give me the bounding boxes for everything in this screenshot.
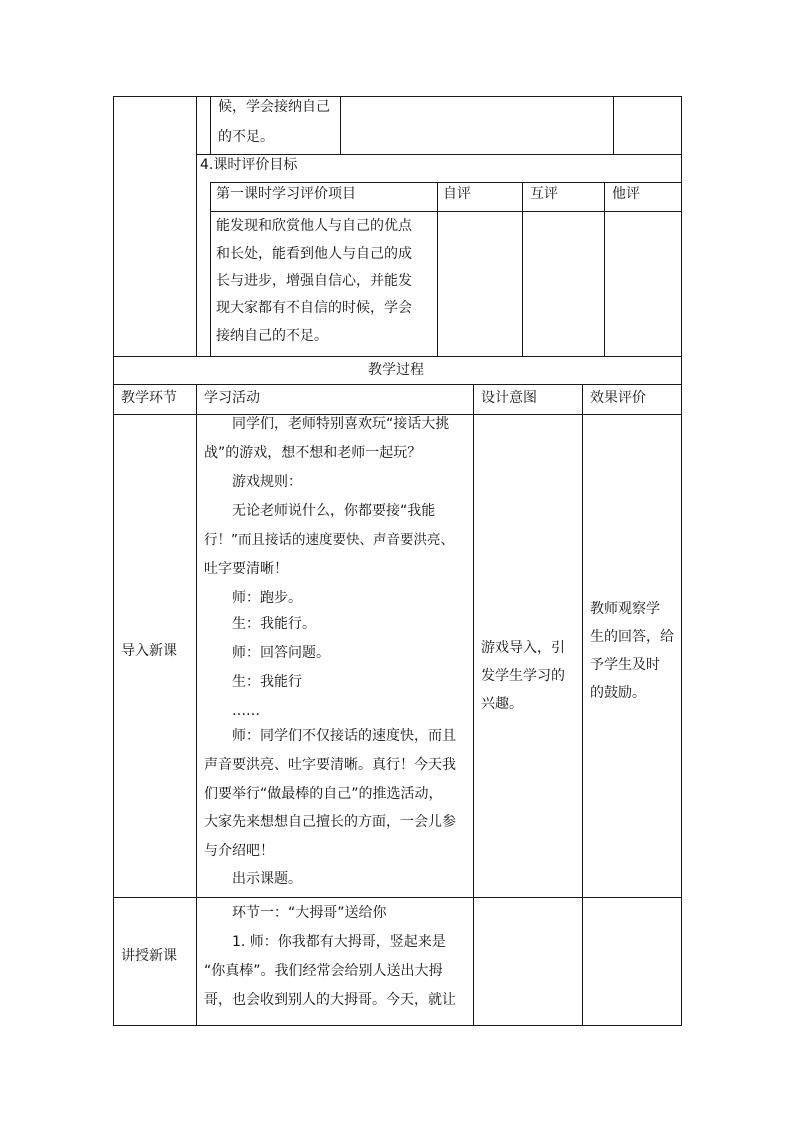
activity-line: “你真棒”。我们经常会给别人送出大拇 bbox=[204, 963, 443, 979]
activity-line: 师：跑步。 bbox=[232, 590, 302, 606]
header-intent: 设计意图 bbox=[481, 390, 537, 406]
activity-line: 出示课题。 bbox=[232, 871, 302, 887]
activity-line: 行！”而且接话的速度要快、声音要洪亮、 bbox=[204, 532, 454, 548]
table-border bbox=[340, 96, 341, 154]
process-title: 教学过程 bbox=[368, 362, 424, 378]
activity-line: 生：我能行。 bbox=[232, 616, 316, 632]
eval-line: 生的回答，给 bbox=[590, 629, 674, 645]
table-border bbox=[582, 384, 583, 1025]
table-border bbox=[113, 96, 682, 97]
eval-header-peer: 互评 bbox=[530, 186, 558, 202]
carry-text-line: 候，学会接纳自己 bbox=[218, 99, 330, 115]
eval-heading: 4.课时评价目标 bbox=[200, 157, 298, 173]
header-activity: 学习活动 bbox=[204, 390, 260, 406]
activity-line: 们要举行“做最棒的自己”的推选活动， bbox=[204, 786, 443, 802]
activity-line: 战”的游戏，想不想和老师一起玩？ bbox=[204, 445, 422, 461]
activity-line: …… bbox=[232, 703, 260, 719]
eval-header-item: 第一课时学习评价项目 bbox=[216, 186, 356, 202]
intent-line: 发学生学习的 bbox=[481, 668, 565, 684]
activity-line: 师：同学们不仅接话的速度快，而且 bbox=[232, 728, 456, 744]
activity-line: 与介绍吧！ bbox=[204, 843, 274, 859]
activity-line: 声音要洪亮、吐字要清晰。真行！今天我 bbox=[204, 757, 456, 773]
table-border bbox=[113, 1025, 682, 1026]
table-border bbox=[522, 182, 523, 356]
activity-line: 游戏规则： bbox=[232, 474, 302, 490]
activity-line: 同学们，老师特别喜欢玩“接话大挑 bbox=[232, 416, 450, 432]
stage-label: 讲授新课 bbox=[121, 948, 177, 964]
eval-item-line: 长与进步，增强自信心，并能发 bbox=[216, 273, 412, 289]
table-border bbox=[473, 384, 474, 1025]
activity-line: 生：我能行 bbox=[232, 674, 302, 690]
activity-line: 大家先来想想自己擅长的方面，一会儿参 bbox=[204, 814, 456, 830]
eval-line: 的鼓励。 bbox=[590, 685, 646, 701]
intent-line: 兴趣。 bbox=[481, 696, 523, 712]
carry-text-line: 的不足。 bbox=[218, 129, 274, 145]
table-border bbox=[196, 384, 197, 1025]
eval-item-line: 和长处，能看到他人与自己的成 bbox=[216, 246, 412, 262]
activity-line: 环节一：“大拇哥”送给你 bbox=[232, 905, 387, 921]
eval-item-line: 现大家都有不自信的时候，学会 bbox=[216, 300, 412, 316]
table-border bbox=[196, 96, 197, 356]
eval-header-self: 自评 bbox=[443, 186, 471, 202]
table-border bbox=[210, 182, 211, 356]
table-border bbox=[437, 182, 438, 356]
activity-line: 师：回答问题。 bbox=[232, 645, 330, 661]
table-border bbox=[613, 96, 614, 154]
activity-line: 哥，也会收到别人的大拇哥。今天，就让 bbox=[204, 992, 456, 1008]
table-border bbox=[210, 96, 211, 154]
header-stage: 教学环节 bbox=[121, 390, 177, 406]
table-border bbox=[113, 96, 114, 1026]
eval-line: 教师观察学 bbox=[590, 601, 660, 617]
header-eval: 效果评价 bbox=[590, 390, 646, 406]
intent-line: 游戏导入，引 bbox=[481, 640, 565, 656]
table-border bbox=[113, 897, 682, 898]
eval-item-line: 能发现和欣赏他人与自己的优点 bbox=[216, 218, 412, 234]
activity-line: 无论老师说什么，你都要接“我能 bbox=[232, 503, 436, 519]
table-border bbox=[604, 182, 605, 356]
eval-item-line: 接纳自己的不足。 bbox=[216, 328, 328, 344]
stage-label: 导入新课 bbox=[121, 643, 177, 659]
eval-header-other: 他评 bbox=[612, 186, 640, 202]
eval-line: 予学生及时 bbox=[590, 657, 660, 673]
table-border bbox=[681, 96, 682, 1026]
activity-line: 1. 师：你我都有大拇哥，竖起来是 bbox=[232, 934, 446, 950]
activity-line: 吐字要清晰！ bbox=[204, 561, 288, 577]
